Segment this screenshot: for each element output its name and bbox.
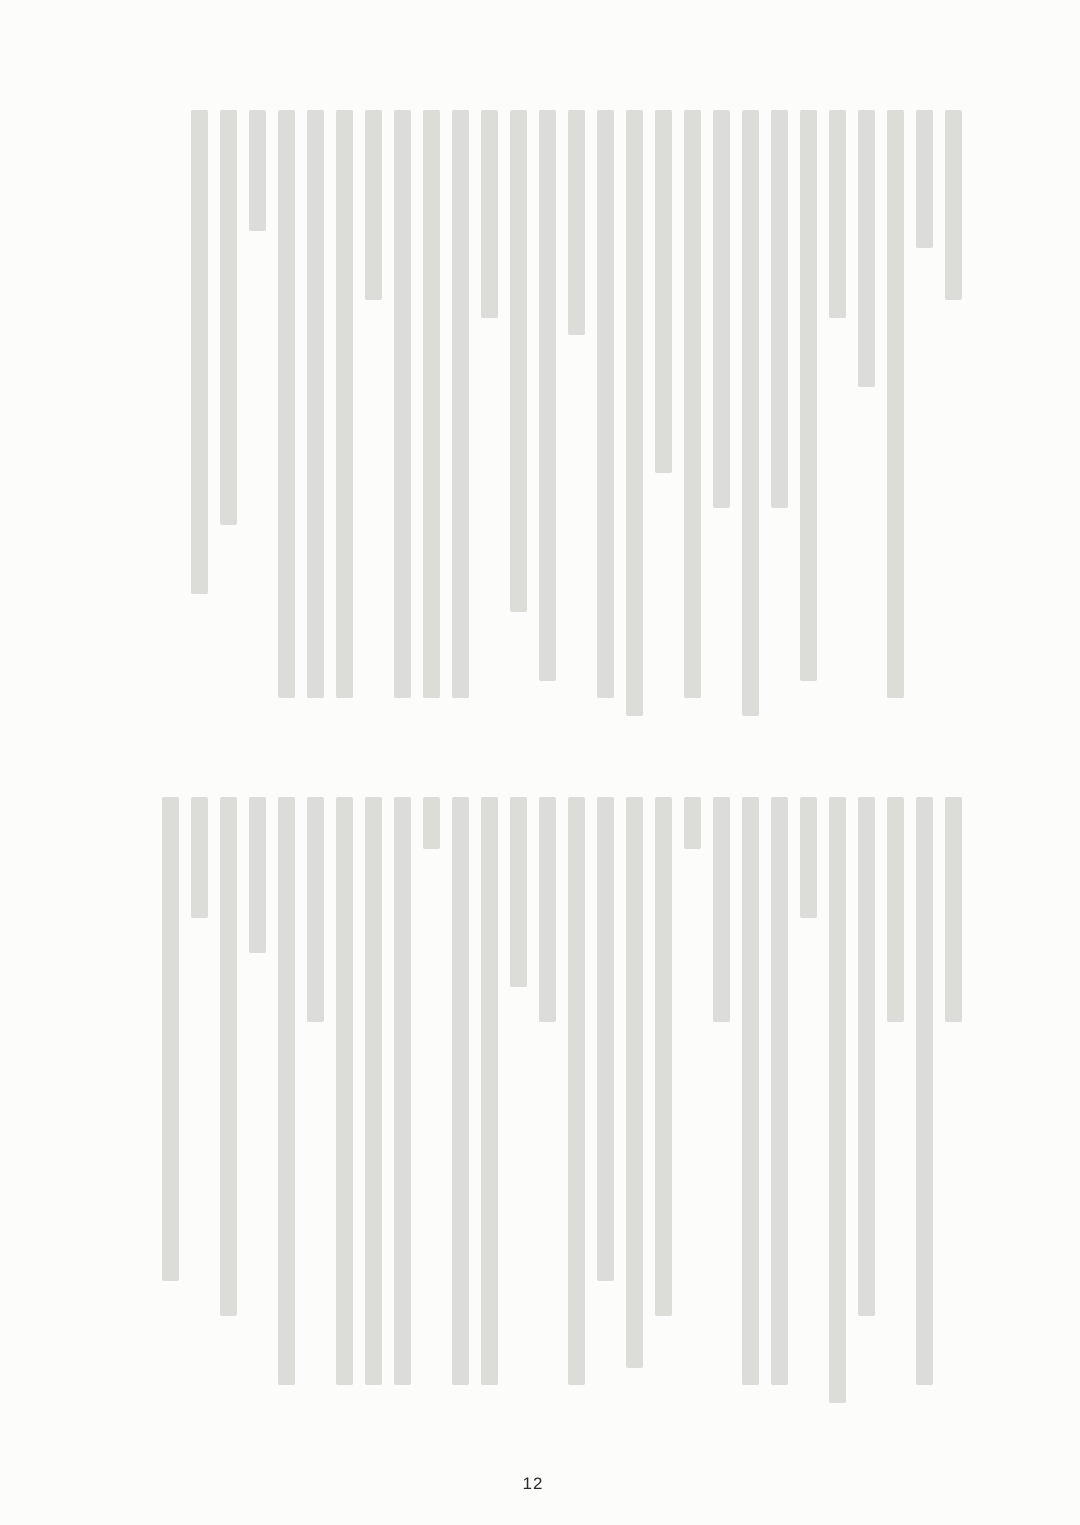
- redacted-text-column: [684, 110, 701, 698]
- redacted-text-column: [336, 110, 353, 698]
- redacted-text-column: [568, 110, 585, 335]
- redacted-text-column: [481, 797, 498, 1385]
- redacted-text-column: [829, 110, 846, 318]
- redacted-text-column: [916, 110, 933, 248]
- redacted-text-column: [568, 797, 585, 1385]
- redacted-text-column: [742, 797, 759, 1385]
- redacted-text-column: [394, 110, 411, 698]
- redacted-text-column: [771, 110, 788, 508]
- redacted-text-column: [539, 797, 556, 1022]
- redacted-text-column: [365, 110, 382, 300]
- redacted-text-column: [829, 797, 846, 1403]
- redacted-text-column: [423, 110, 440, 698]
- redacted-text-column: [800, 797, 817, 918]
- redacted-text-column: [626, 797, 643, 1368]
- vertical-text-block-bottom: [150, 797, 962, 1397]
- redacted-text-column: [684, 797, 701, 849]
- redacted-text-column: [510, 797, 527, 987]
- redacted-text-column: [307, 110, 324, 698]
- redacted-text-column: [887, 797, 904, 1022]
- redacted-text-column: [539, 110, 556, 681]
- redacted-text-column: [191, 797, 208, 918]
- redacted-text-column: [887, 110, 904, 698]
- redacted-text-column: [713, 797, 730, 1022]
- redacted-text-column: [771, 797, 788, 1385]
- redacted-text-column: [307, 797, 324, 1022]
- redacted-text-column: [916, 797, 933, 1385]
- redacted-text-column: [858, 797, 875, 1316]
- redacted-text-column: [597, 110, 614, 698]
- redacted-text-column: [162, 797, 179, 1281]
- redacted-text-column: [858, 110, 875, 387]
- redacted-text-column: [510, 110, 527, 612]
- redacted-text-column: [220, 797, 237, 1316]
- redacted-text-column: [481, 110, 498, 318]
- redacted-text-column: [249, 110, 266, 231]
- redacted-text-column: [336, 797, 353, 1385]
- redacted-text-column: [945, 110, 962, 300]
- redacted-text-column: [278, 110, 295, 698]
- redacted-text-column: [742, 110, 759, 716]
- redacted-text-column: [713, 110, 730, 508]
- redacted-text-column: [626, 110, 643, 716]
- redacted-text-column: [365, 797, 382, 1385]
- redacted-text-column: [220, 110, 237, 525]
- redacted-text-column: [423, 797, 440, 849]
- redacted-text-column: [597, 797, 614, 1281]
- redacted-text-column: [655, 110, 672, 473]
- redacted-text-column: [394, 797, 411, 1385]
- redacted-text-column: [452, 110, 469, 698]
- page-number: 12: [522, 1474, 544, 1493]
- redacted-text-column: [945, 797, 962, 1022]
- redacted-text-column: [800, 110, 817, 681]
- vertical-text-block-top: [179, 110, 962, 710]
- redacted-text-column: [655, 797, 672, 1316]
- redacted-text-column: [191, 110, 208, 594]
- redacted-text-column: [249, 797, 266, 953]
- redacted-text-column: [452, 797, 469, 1385]
- redacted-text-column: [278, 797, 295, 1385]
